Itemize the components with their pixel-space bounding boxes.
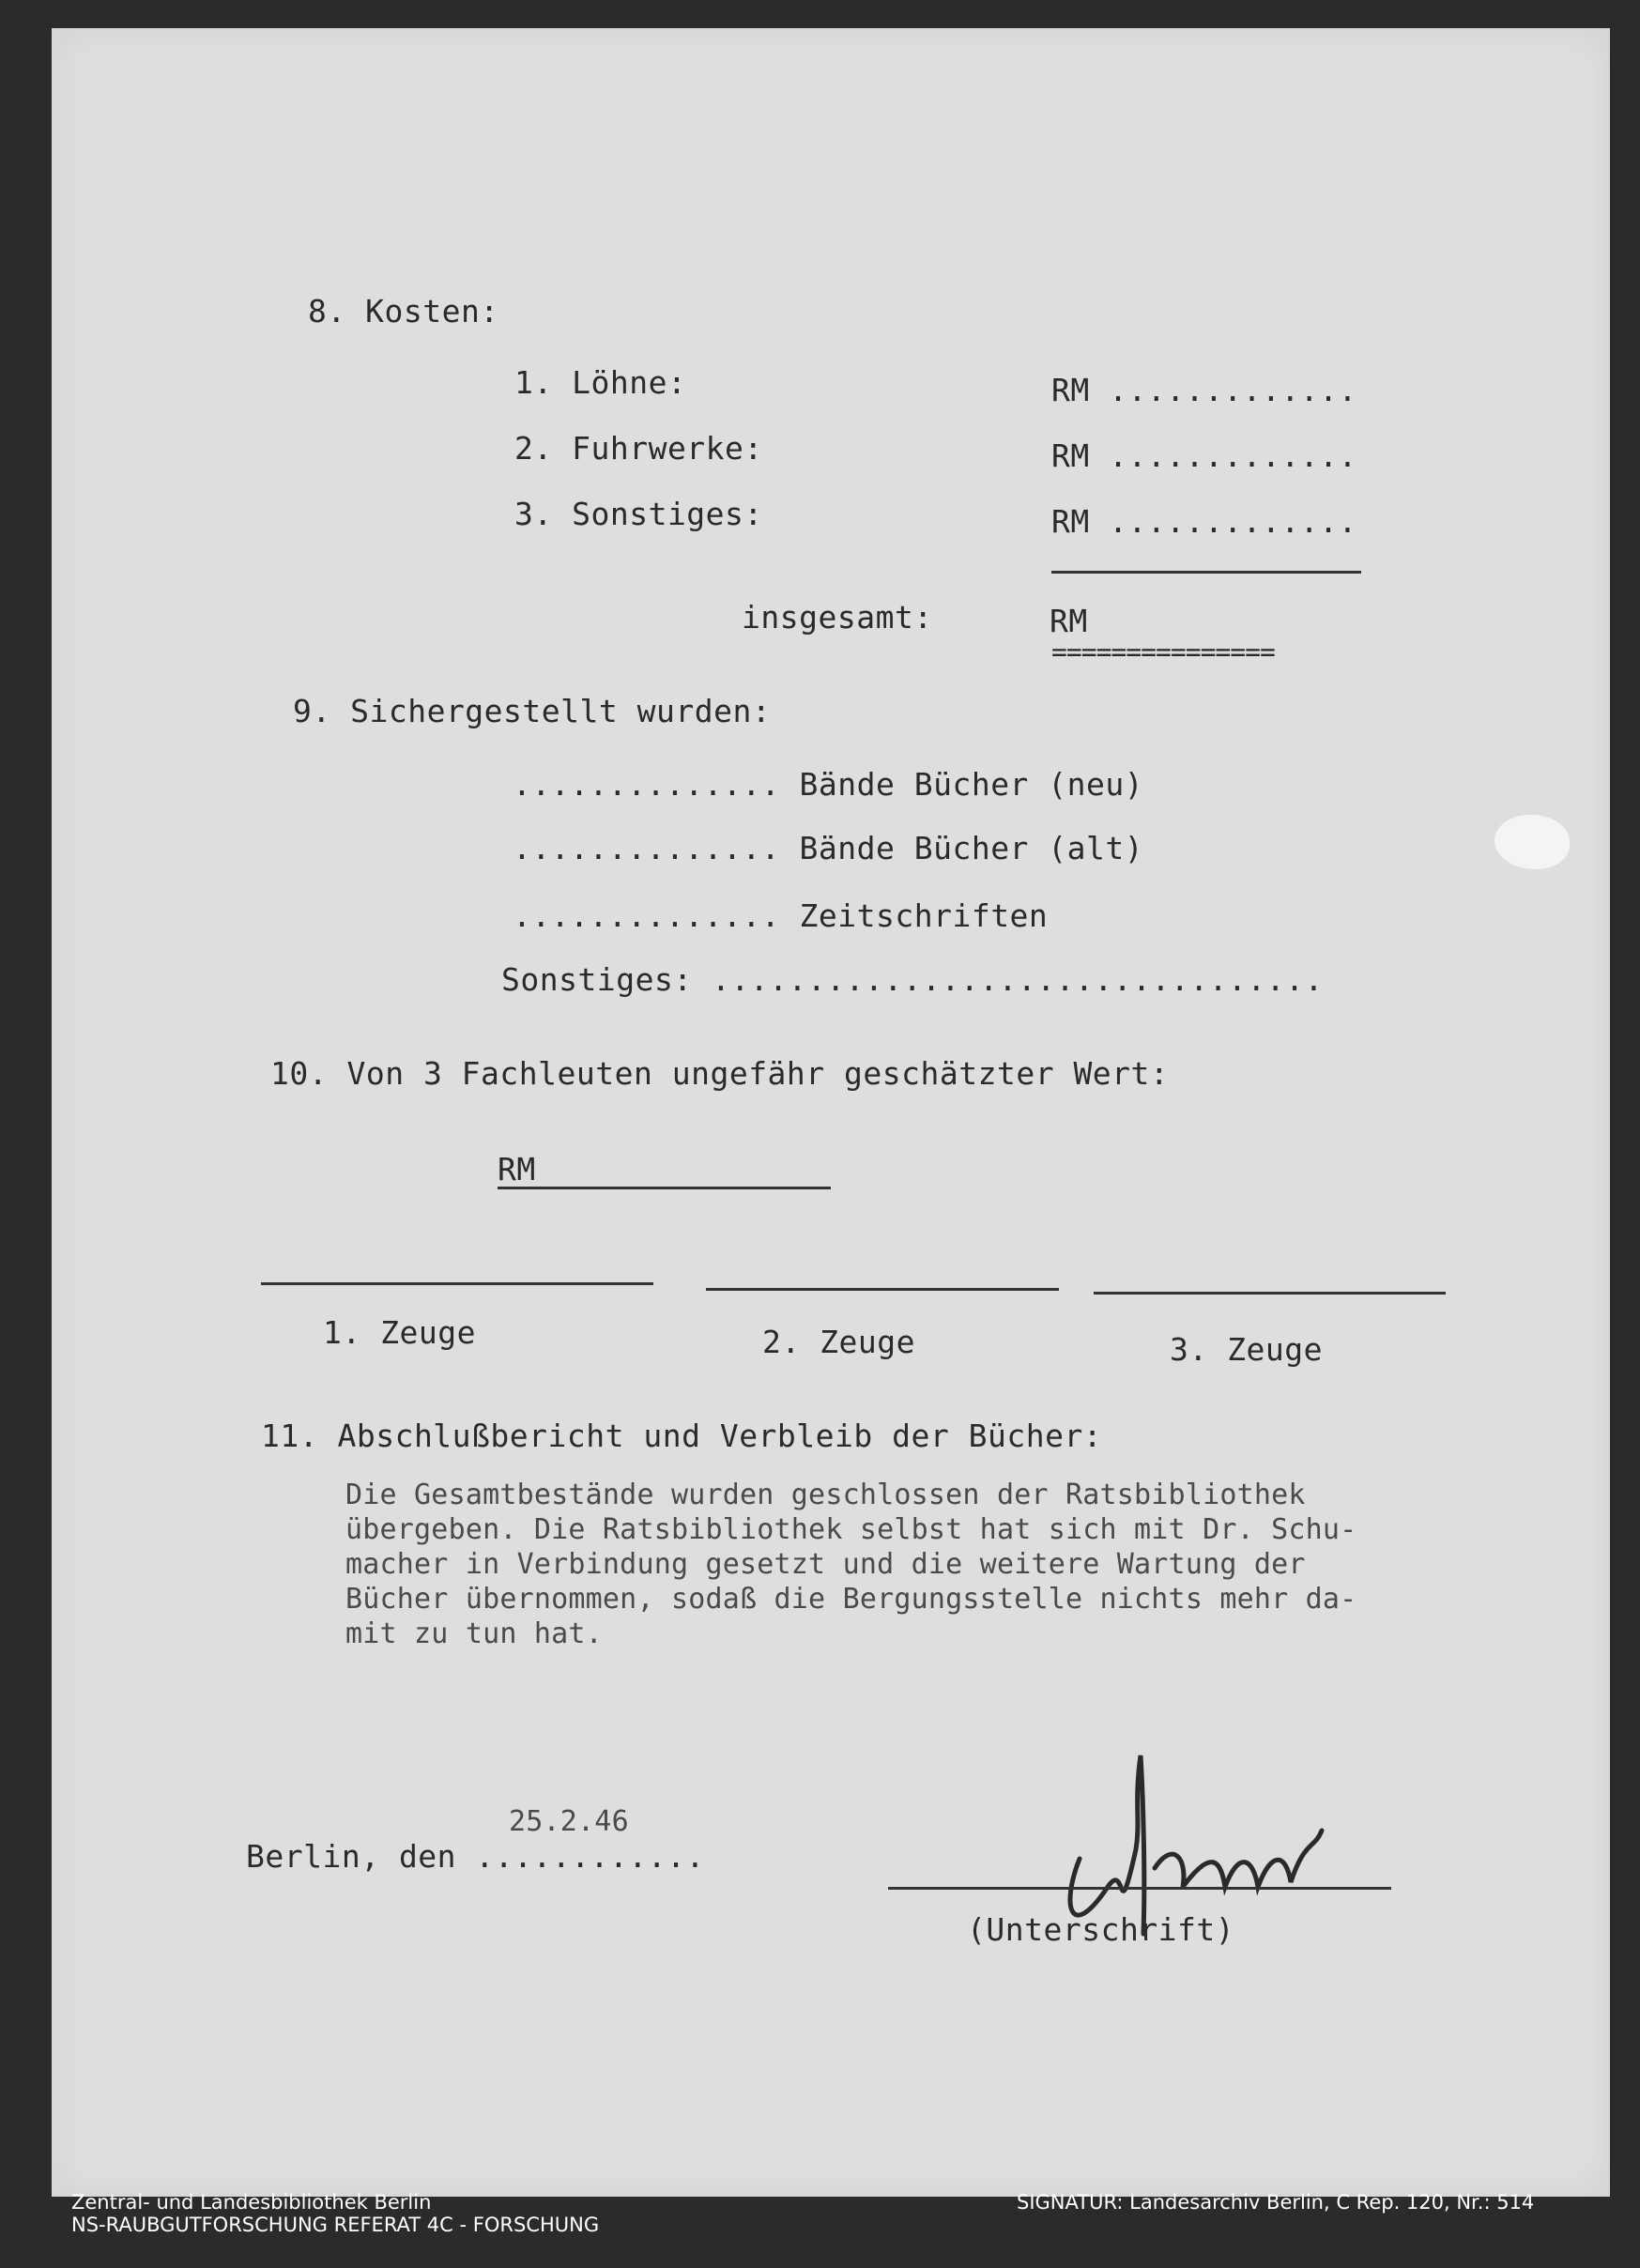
cost-item-label: 3. Sonstiges: — [514, 496, 763, 532]
place-date-line: Berlin, den ............ — [246, 1838, 705, 1875]
witness-2-label: 2. Zeuge — [762, 1324, 915, 1360]
cost-item-label: 1. Löhne: — [514, 364, 687, 401]
witness-1-line — [261, 1282, 653, 1285]
estimated-value: RM — [498, 1151, 536, 1188]
section-10-heading: 10. Von 3 Fachleuten ungefähr geschätzter Wert: — [270, 1055, 1170, 1092]
signature-label: (Unterschrift) — [967, 1911, 1235, 1948]
cost-item-value: RM ............. — [1051, 372, 1357, 408]
section-9-heading: 9. Sichergestellt wurden: — [293, 693, 772, 729]
cost-item-value: RM ............. — [1051, 437, 1357, 474]
value-underline — [498, 1187, 831, 1189]
signature-line — [888, 1887, 1391, 1890]
section-8-heading: 8. Kosten: — [308, 293, 499, 329]
witness-2-line — [706, 1288, 1059, 1291]
secured-other: Sonstiges: ................................ — [501, 961, 1324, 998]
witness-3-line — [1094, 1292, 1446, 1295]
secured-line: .............. Zeitschriften — [513, 897, 1049, 934]
secured-line: .............. Bände Bücher (neu) — [513, 766, 1144, 803]
secured-line: .............. Bände Bücher (alt) — [513, 830, 1144, 866]
total-label: insgesamt: — [742, 599, 933, 636]
subtotal-line — [1051, 571, 1361, 574]
witness-1-label: 1. Zeuge — [323, 1314, 476, 1351]
report-text-line: macher in Verbindung gesetzt und die weitere Wartung der — [345, 1548, 1306, 1581]
report-text-line: übergeben. Die Ratsbibliothek selbst hat sich mit Dr. Schu- — [345, 1513, 1357, 1546]
footer-signature-ref: SIGNATUR: Landesarchiv Berlin, C Rep. 120, Nr.: 514 — [1017, 2191, 1535, 2214]
report-text-line: Bücher übernommen, sodaß die Bergungsstelle nichts mehr da- — [345, 1583, 1357, 1616]
cost-item-label: 2. Fuhrwerke: — [514, 430, 763, 467]
date-value: 25.2.46 — [509, 1805, 629, 1838]
section-11-heading: 11. Abschlußbericht und Verbleib der Bücher: — [261, 1418, 1103, 1454]
footer-library: Zentral- und Landesbibliothek Berlin — [71, 2191, 432, 2214]
total-double-underline: =============== — [1051, 636, 1275, 667]
report-text-line: mit zu tun hat. — [345, 1617, 603, 1650]
cost-item-value: RM ............. — [1051, 503, 1357, 540]
report-text-line: Die Gesamtbestände wurden geschlossen der Ratsbibliothek — [345, 1479, 1306, 1511]
report-text — [345, 1478, 1356, 1651]
total-value: RM — [1050, 603, 1088, 639]
footer-department: NS-RAUBGUTFORSCHUNG REFERAT 4C - FORSCHUNG — [71, 2214, 600, 2236]
witness-3-label: 3. Zeuge — [1170, 1331, 1323, 1368]
